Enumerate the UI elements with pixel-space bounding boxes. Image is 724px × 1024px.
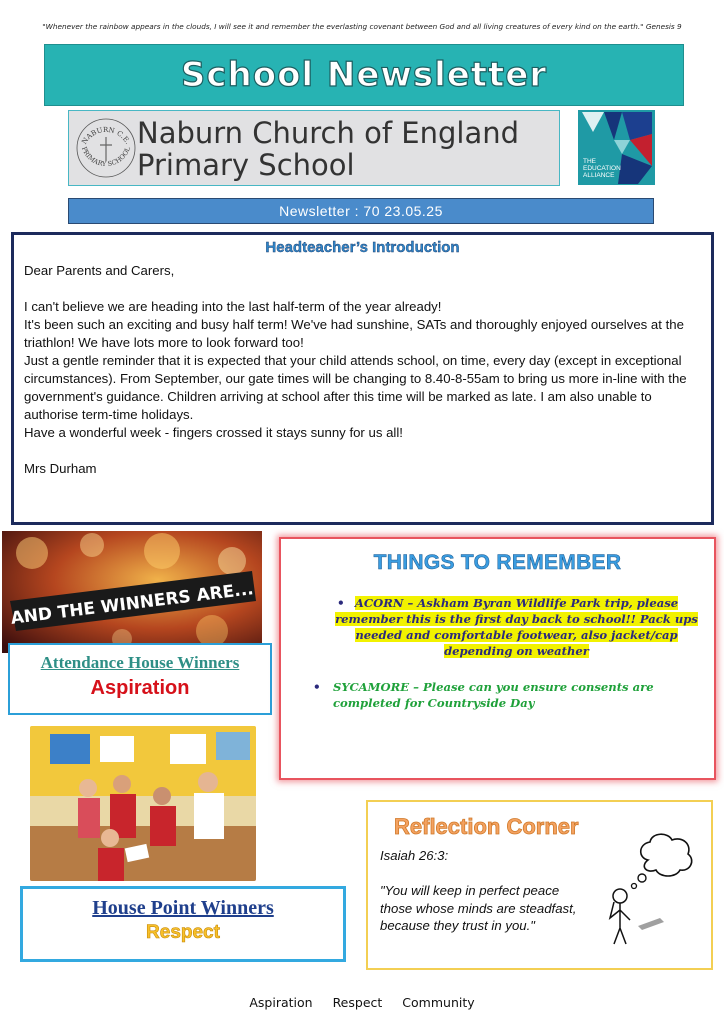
issue-bar: Newsletter : 70 23.05.25 [68,198,654,224]
thinking-figure-icon [598,830,698,948]
crest-top-text: NABURN C.E. [80,125,132,146]
bullet-icon: • [313,680,321,694]
attendance-house-winners [8,643,272,715]
attendance-winner: Aspiration [90,677,190,699]
school-name [137,117,519,181]
house-point-winners [20,886,346,962]
bullet-icon: • [337,596,345,610]
headteacher-introduction [11,232,714,525]
house-winners-photo [30,726,256,881]
newsletter-title: School Newsletter [180,55,548,95]
footer-value: Respect [332,995,383,1010]
reflection-title: Reflection Corner [394,814,579,839]
house-point-winner: Respect [146,922,220,943]
reflection-corner [366,800,713,970]
footer-value: Community [402,995,475,1010]
intro-greeting: Dear Parents and Carers, [24,263,175,278]
intro-paragraph: It's been such an exciting and busy half term! We've had sunshine, SATs and thoroughly enjoyed ourselves at the triathlon! We have lots more to look forward too! [24,317,684,350]
intro-body [14,256,711,478]
education-alliance-logo [578,110,655,185]
school-crest-logo [75,115,137,181]
school-name-line2: Primary School [137,148,355,182]
footer-value: Aspiration [249,995,313,1010]
remember-item-text: SYCAMORE – Please can you ensure consents are completed for Countryside Day [333,680,654,710]
intro-signoff: Mrs Durham [24,461,97,476]
alliance-line2: EDUCATION [583,165,621,172]
crest-bottom-text: PRIMARY SCHOOL [79,145,133,169]
intro-paragraph: I can't believe we are heading into the last half-term of the year already! [24,299,442,314]
reflection-reference: Isaiah 26:3: [380,848,449,863]
remember-item-acorn [281,595,714,659]
intro-heading: Headteacher’s Introduction [265,239,460,256]
house-point-title: House Point Winners [92,897,274,919]
genesis-quote: "Whenever the rainbow appears in the clouds, I will see it and remember the everlasting covenant between God and all living creatures of every kind on the earth." Genesis 9 [42,22,682,31]
remember-title: THINGS TO REMEMBER [373,551,622,574]
attendance-title: Attendance House Winners [40,653,240,672]
intro-paragraph: Just a gentle reminder that it is expected that your child attends school, on time, every day (except in exceptional circumstances). From September, our gate times will be changing to 8.40-8-55am to bring us more in-line with the government's guidance. Children arriving at school after this time will be marked as late. I am also unable to authorise term-time holidays. [24,353,687,422]
alliance-text [583,158,621,179]
alliance-line3: ALLIANCE [583,172,615,179]
winners-banner-text: AND THE WINNERS ARE... [9,579,255,629]
remember-list [281,595,714,711]
remember-item-sycamore [281,679,714,711]
things-to-remember [279,537,716,780]
masthead [44,44,684,106]
winners-banner-image [2,531,262,653]
intro-paragraph: Have a wonderful week - fingers crossed it stays sunny for us all! [24,425,403,440]
remember-item-text: ACORN – Askham Byran Wildlife Park trip, please remember this is the first day back to school!! Pack ups needed and comfortable footwear, also jacket/cap depending on weather [335,596,698,658]
reflection-quote: "You will keep in perfect peace those whose minds are steadfast, because they trust in you." [380,883,577,933]
school-name-line1: Naburn Church of England [137,116,519,150]
school-name-panel [68,110,560,186]
alliance-line1: THE [583,158,596,165]
school-values-footer [0,995,724,1010]
